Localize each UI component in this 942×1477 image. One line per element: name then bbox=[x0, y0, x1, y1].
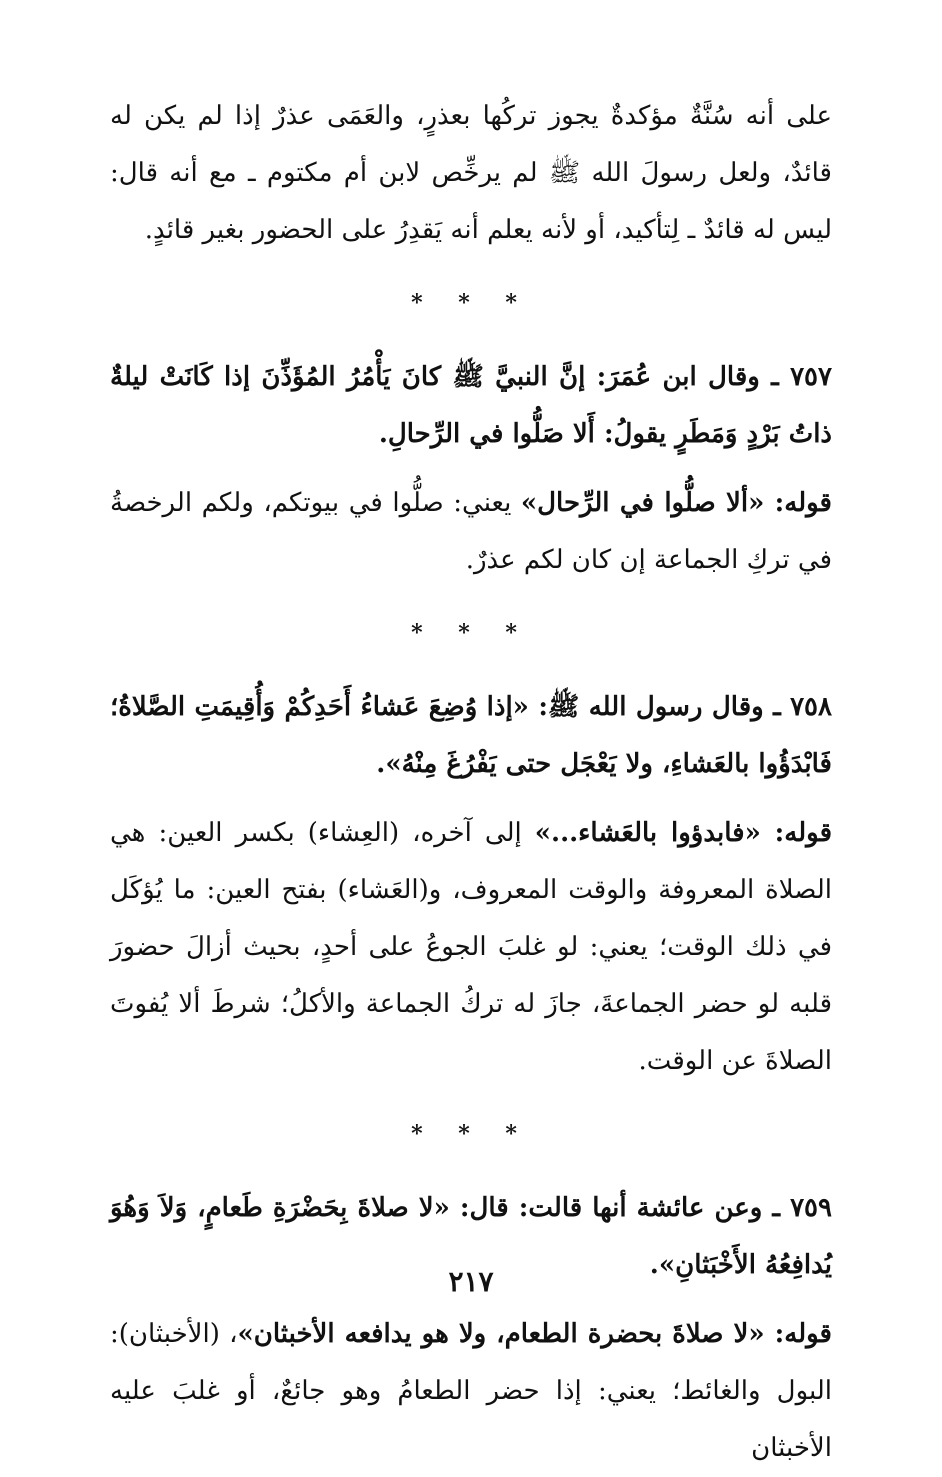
paragraph-intro: على أنه سُنَّةٌ مؤكدةٌ يجوز تركُها بعذرٍ، والعَمَى عذرٌ إذا لم يكن له قائدٌ، ولعل رسولَ الله ﷺ لم يرخِّص لابن أم مكتوم ـ مع أنه قال: ليس له قائدٌ ـ لِتأكيد، أو لأنه يعلم أنه يَقدِرُ على الحضور بغير قائدٍ. bbox=[110, 101, 832, 245]
commentary-757-body: يعني: صلُّوا في بيوتكم، ولكم الرخصةُ في تركِ الجماعة إن كان لكم عذرٌ. bbox=[110, 488, 832, 575]
commentary-758-body: إلى آخره، (العِشاء) بكسر العين: هي الصلاة المعروفة والوقت المعروف، و(العَشاء) بفتح العين: ما يُؤكَل في ذلك الوقت؛ يعني: لو غلبَ الجوعُ على أحدٍ، بحيث أزالَ حضورَ قلبه لو حضر الجماعةَ، جازَ له تركُ الجماعة والأكلُ؛ شرطَ ألا يُفوتَ الصلاةَ عن الوقت. bbox=[110, 818, 832, 1076]
section-separator: * * * bbox=[411, 1121, 531, 1147]
hadith-759: ٧٥٩ ـ وعن عائشة أنها قالت: قال: «لا صلاةَ بِحَضْرَةِ طَعامٍ، وَلاَ وَهُوَ يُدافِعُهُ الأَخْبَثانِ». bbox=[110, 1193, 832, 1280]
section-separator: * * * bbox=[411, 620, 531, 646]
commentary-757 bbox=[110, 475, 832, 589]
commentary-757-lead: قوله: «ألا صلُّوا في الرِّحال» bbox=[520, 488, 832, 518]
commentary-758 bbox=[110, 805, 832, 1090]
page-number: ٢١٧ bbox=[448, 1265, 494, 1298]
commentary-759-body: ، (الأخبثان): البول والغائط؛ يعني: إذا حضر الطعامُ وهو جائعٌ، أو غلبَ عليه الأخبثان bbox=[110, 1319, 832, 1463]
commentary-759 bbox=[110, 1306, 832, 1477]
commentary-758-lead: قوله: «فابدؤوا بالعَشاء...» bbox=[534, 818, 832, 848]
hadith-757: ٧٥٧ ـ وقال ابن عُمَرَ: إنَّ النبيَّ ﷺ كانَ يَأْمُرُ المُؤَذِّنَ إذا كَانَتْ ليلةٌ ذاتُ بَرْدٍ وَمَطَرٍ يقولُ: أَلا صَلُّوا في الرِّحالِ. bbox=[110, 362, 832, 449]
commentary-759-lead: قوله: «لا صلاةَ بحضرة الطعام، ولا هو يدافعه الأخبثان» bbox=[237, 1319, 832, 1349]
section-separator: * * * bbox=[411, 290, 531, 316]
hadith-758: ٧٥٨ ـ وقال رسول الله ﷺ: «إذا وُضِعَ عَشاءُ أَحَدِكُمْ وَأُقِيمَتِ الصَّلاةُ؛ فَابْدَؤُوا بالعَشاءِ، ولا يَعْجَل حتى يَفْرُغَ مِنْهُ». bbox=[110, 692, 832, 779]
